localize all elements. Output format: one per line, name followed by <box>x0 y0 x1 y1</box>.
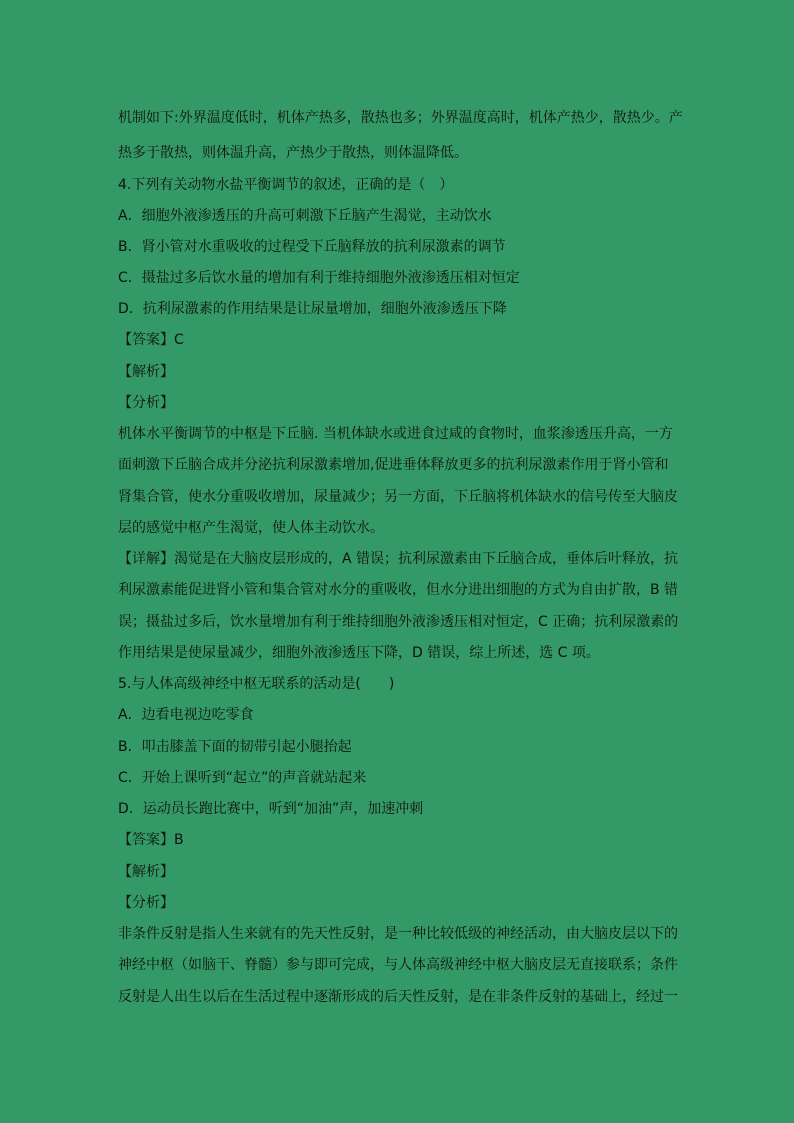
question-4-answer: 【答案】C <box>118 332 184 348</box>
question-4-fenxi-line-1: 机体水平衡调节的中枢是下丘脑. 当机体缺水或进食过咸的食物时，血浆渗透压升高，一方 <box>118 426 673 442</box>
question-4-option-a: A．细胞外液渗透压的升高可刺激下丘脑产生渴觉，主动饮水 <box>118 208 492 224</box>
question-4-detail-line-1: 【详解】渴觉是在大脑皮层形成的，A 错误；抗利尿激素由下丘脑合成，垂体后叶释放，抗 <box>118 551 679 567</box>
question-5-analysis-heading: 【解析】 <box>118 864 174 880</box>
question-5-option-a: A．边看电视边吃零食 <box>118 707 254 723</box>
question-4-detail-line-4: 作用结果是使尿量减少，细胞外液渗透压下降，D 错误，综上所述，选 C 项。 <box>118 645 600 661</box>
question-4-stem: 4.下列有关动物水盐平衡调节的叙述，正确的是（ ） <box>118 177 454 193</box>
question-4-fenxi-line-3: 肾集合管，使水分重吸收增加，尿量减少；另一方面，下丘脑将机体缺水的信号传至大脑皮 <box>118 489 678 505</box>
question-4-fenxi-line-2: 面刺激下丘脑合成并分泌抗利尿激素增加,促进垂体释放更多的抗利尿激素作用于肾小管和 <box>118 457 669 473</box>
question-4-option-b: B．肾小管对水重吸收的过程受下丘脑释放的抗利尿激素的调节 <box>118 239 506 255</box>
question-4-detail-line-3: 误；摄盐过多后，饮水量增加有利于维持细胞外液渗透压相对恒定，C 正确；抗利尿激素的 <box>118 614 679 630</box>
question-5-fenxi-heading: 【分析】 <box>118 895 174 911</box>
question-5-fenxi-line-1: 非条件反射是指人生来就有的先天性反射，是一种比较低级的神经活动，由大脑皮层以下的 <box>118 926 678 942</box>
question-5-option-b: B．叩击膝盖下面的韧带引起小腿抬起 <box>118 739 352 755</box>
question-5-fenxi-line-3: 反射是人出生以后在生活过程中逐渐形成的后天性反射，是在非条件反射的基础上，经过一 <box>118 989 678 1005</box>
paragraph-line-thermoregulation-2: 热多于散热，则体温升高，产热少于散热，则体温降低。 <box>118 145 468 161</box>
question-4-analysis-heading: 【解析】 <box>118 364 174 380</box>
question-4-fenxi-heading: 【分析】 <box>118 395 174 411</box>
question-4-option-d: D．抗利尿激素的作用结果是让尿量增加，细胞外液渗透压下降 <box>118 301 507 317</box>
question-5-stem: 5.与人体高级神经中枢无联系的活动是( ) <box>118 676 395 692</box>
question-5-option-d: D．运动员长跑比赛中，听到“加油”声，加速冲刺 <box>118 801 424 817</box>
question-5-fenxi-line-2: 神经中枢（如脑干、脊髓）参与即可完成，与人体高级神经中枢大脑皮层无直接联系；条件 <box>118 957 678 973</box>
question-5-option-c: C．开始上课听到“起立”的声音就站起来 <box>118 770 367 786</box>
paragraph-line-thermoregulation-1: 机制如下:外界温度低时，机体产热多，散热也多；外界温度高时，机体产热少，散热少。产 <box>118 110 683 126</box>
question-4-option-c: C．摄盐过多后饮水量的增加有利于维持细胞外液渗透压相对恒定 <box>118 270 520 286</box>
question-5-answer: 【答案】B <box>118 832 184 848</box>
question-4-detail-line-2: 利尿激素能促进肾小管和集合管对水分的重吸收，但水分进出细胞的方式为自由扩散，B 错 <box>118 582 679 598</box>
question-4-fenxi-line-4: 层的感觉中枢产生渴觉，使人体主动饮水。 <box>118 520 384 536</box>
